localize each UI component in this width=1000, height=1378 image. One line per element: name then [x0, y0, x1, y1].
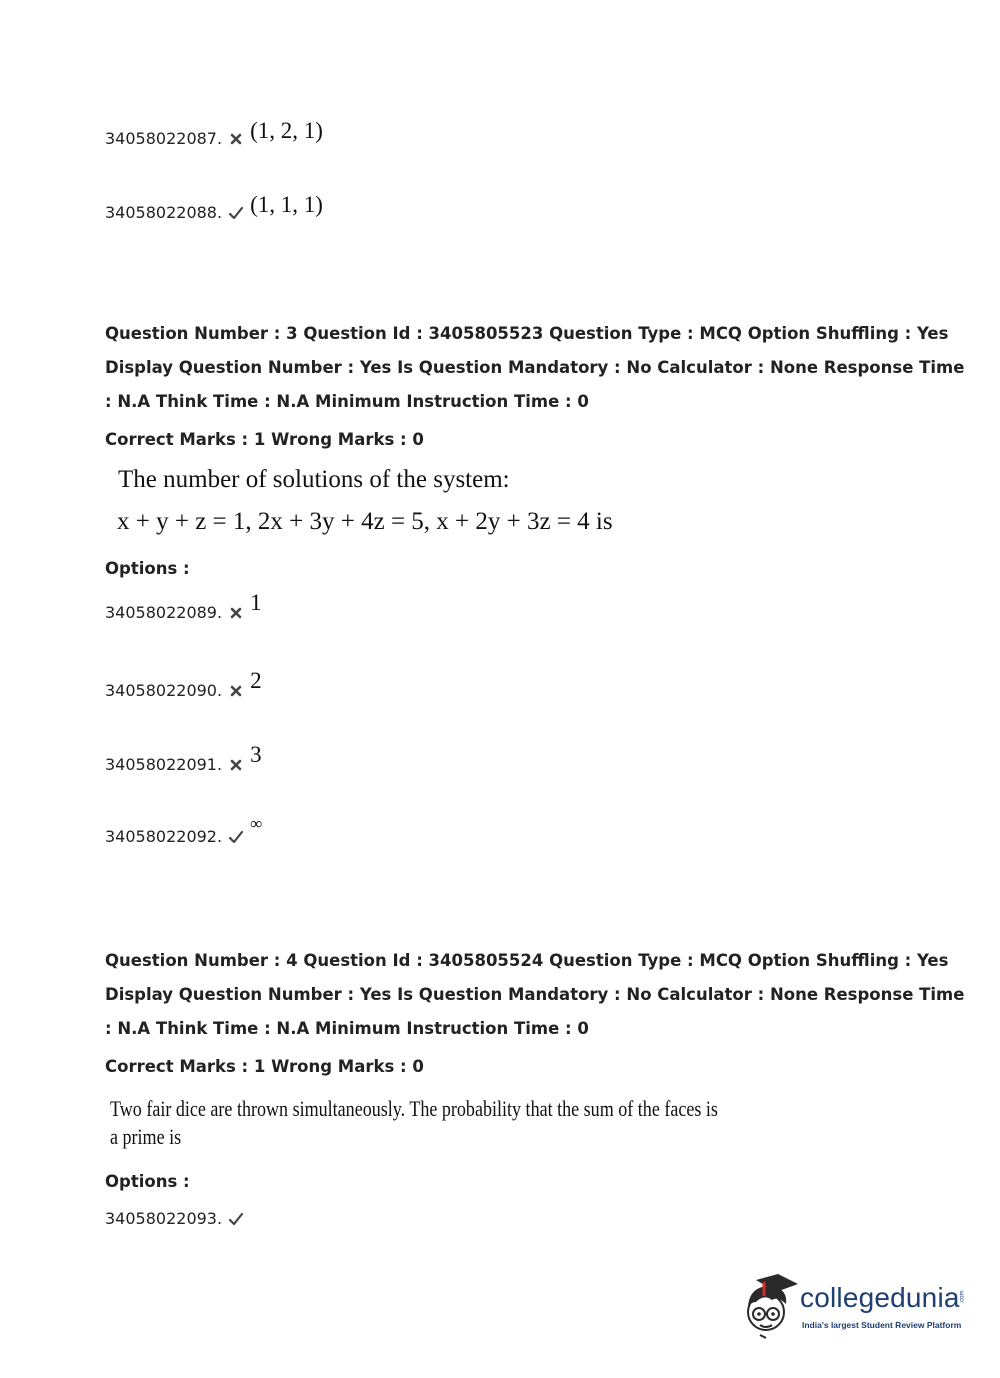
- option-row: [105, 668, 262, 700]
- option-id: 34058022088.: [105, 203, 223, 222]
- question-text: Two fair dice are thrown simultaneously. The probability that the sum of the faces is: [110, 1096, 718, 1121]
- check-icon: [228, 830, 244, 844]
- question-meta-line: Display Question Number : Yes Is Question Mandatory : No Calculator : None Response Time: [105, 985, 965, 1004]
- question-equation: x + y + z = 1, 2x + 3y + 4z = 5, x + 2y + 3z = 4 is: [117, 508, 613, 535]
- option-id: 34058022092.: [105, 827, 223, 846]
- option-row: [105, 742, 262, 774]
- question-meta-line: Question Number : 3 Question Id : 3405805523 Question Type : MCQ Option Shuffling : Yes: [105, 324, 949, 343]
- cross-icon: [228, 606, 244, 620]
- option-value: 1: [250, 590, 262, 615]
- option-row: [105, 590, 262, 622]
- option-row: [105, 118, 323, 148]
- option-id: 34058022087.: [105, 129, 223, 148]
- check-icon: [228, 1212, 244, 1226]
- option-value: (1, 2, 1): [250, 118, 323, 143]
- question-meta-line: : N.A Think Time : N.A Minimum Instruction Time : 0: [105, 392, 589, 411]
- cross-icon: [228, 684, 244, 698]
- options-label: Options :: [105, 1172, 190, 1191]
- option-id: 34058022090.: [105, 681, 223, 700]
- logo-tagline: India's largest Student Review Platform: [802, 1320, 962, 1330]
- options-label: Options :: [105, 559, 190, 578]
- student-mascot-icon: [742, 1272, 800, 1340]
- option-row: [105, 1209, 250, 1228]
- option-value: 2: [250, 668, 262, 693]
- option-id: 34058022089.: [105, 603, 223, 622]
- option-row: [105, 814, 263, 846]
- collegedunia-logo: [742, 1272, 972, 1342]
- question-marks: Correct Marks : 1 Wrong Marks : 0: [105, 1057, 424, 1076]
- option-value: 3: [250, 742, 262, 767]
- cross-icon: [228, 132, 244, 146]
- cross-icon: [228, 758, 244, 772]
- option-id: 34058022093.: [105, 1209, 223, 1228]
- question-meta-line: Question Number : 4 Question Id : 3405805524 Question Type : MCQ Option Shuffling : Yes: [105, 951, 949, 970]
- question-meta-line: Display Question Number : Yes Is Question Mandatory : No Calculator : None Response Time: [105, 358, 965, 377]
- option-value: (1, 1, 1): [250, 192, 323, 217]
- option-value: ∞: [250, 814, 263, 833]
- check-icon: [228, 206, 244, 220]
- option-id: 34058022091.: [105, 755, 223, 774]
- question-meta-line: : N.A Think Time : N.A Minimum Instruction Time : 0: [105, 1019, 589, 1038]
- question-text: The number of solutions of the system:: [118, 466, 510, 493]
- question-marks: Correct Marks : 1 Wrong Marks : 0: [105, 430, 424, 449]
- logo-suffix: .com: [959, 1290, 966, 1304]
- logo-wordmark: collegedunia: [800, 1282, 960, 1313]
- option-row: [105, 192, 323, 222]
- question-text: a prime is: [110, 1124, 182, 1149]
